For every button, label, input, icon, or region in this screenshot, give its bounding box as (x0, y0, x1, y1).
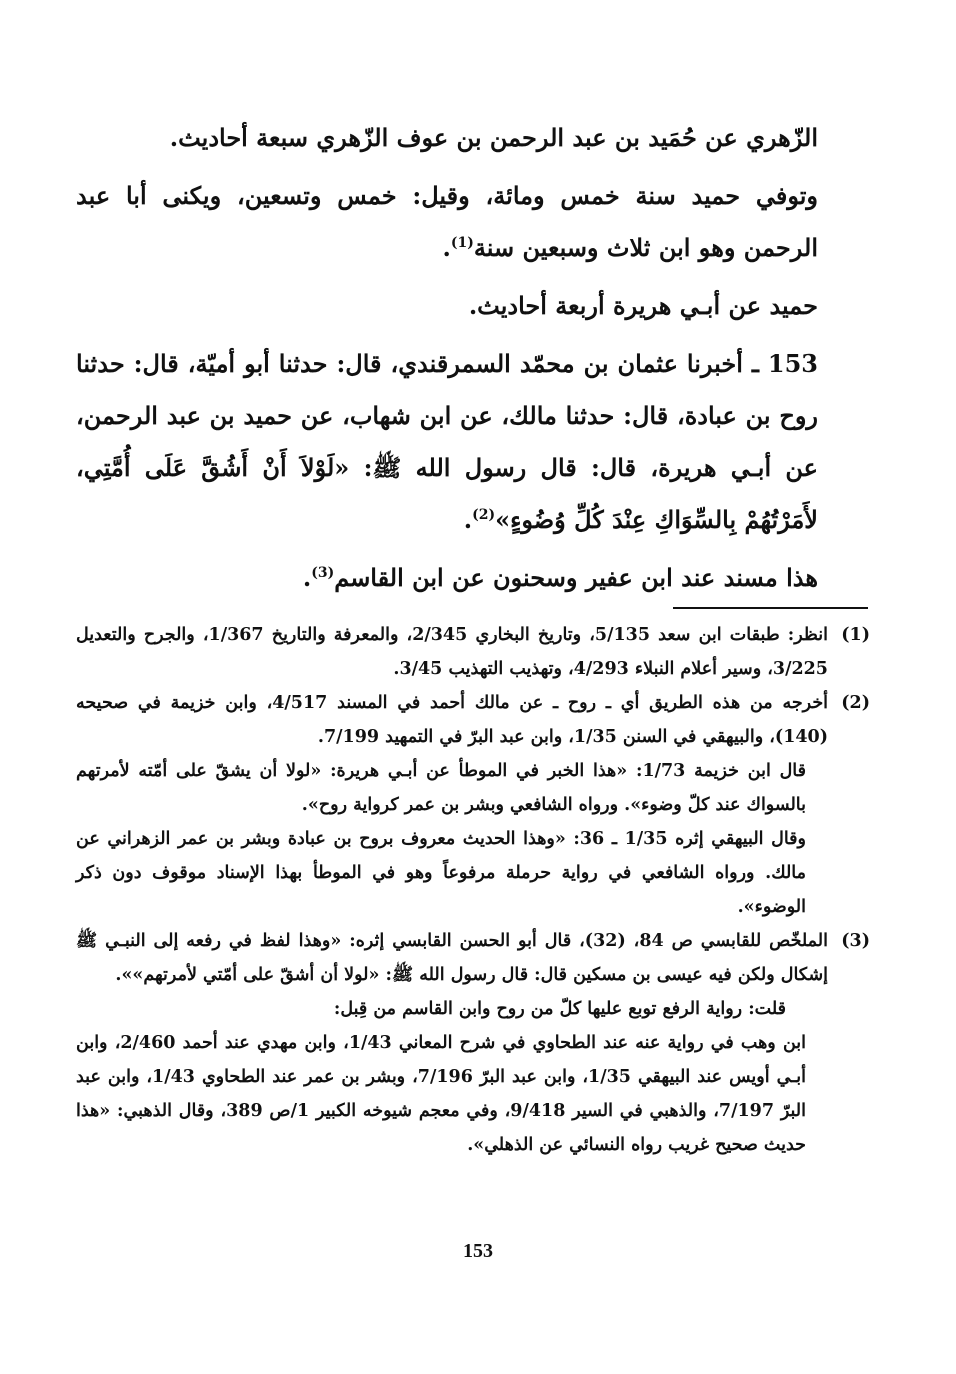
footnote-number: (3) (841, 931, 870, 951)
footnote-paragraph: الملخّص للقابسي ص 84، (32)، قال أبو الحسن القابسي إثره: «وهذا لفظ في رفعه إلى النبـي ﷺ إشكال ولكن فيه عيسى بن مسكين قال: قال رسول الله ﷺ: «لولا أن أشقّ على أمّتي لأمرتهم»». (76, 931, 828, 985)
paragraph-humaid-death (76, 170, 866, 274)
footnotes-section (76, 618, 870, 1162)
footnote-paragraph: انظر: طبقات ابن سعد 5/135، وتاريخ البخاري 2/345، والمعرفة والتاريخ 1/367، والجرح والتعديل 3/225، وسير أعلام النبلاء 4/293، وتهذيب التهذيب 3/45. (76, 625, 829, 679)
footnote-paragraph: ابن وهب في رواية عنه عند الطحاوي في شرح المعاني 1/43، وابن مهدي عند أحمد 2/460، وابن أبـي أويس عند البيهقي 1/35، وابن عبد البرّ 7/196، وبشر بن عمر عند الطحاوي 1/43، وابن عبد البرّ 7/197، والذهبي في السير 9/418، وفي معجم شيوخه الكبير 1/ص 389، وقال الذهبي: «هذا حديث صحيح غريب رواه النسائي عن الذهلي». (76, 1033, 807, 1155)
paragraph-humaid-abu-hurayra (76, 280, 866, 332)
footnote-paragraph: وقال البيهقي إثره 1/35 ـ 36: «وهذا الحديث معروف بروح بن عبادة وبشر بن عمر الزهراني عن مالك. ورواه الشافعي في رواية حرملة مرفوعاً وهو في الموطأ بهذا الإسناد موقوف دون ذكر الوضوء». (76, 829, 806, 917)
footnote-divider (673, 607, 868, 609)
footnote-number: (1) (841, 625, 870, 645)
paragraph-text: حميد عن أبـي هريرة أربعة أحاديث. (468, 291, 818, 320)
punctuation: . (302, 563, 312, 592)
main-text-block (76, 112, 866, 604)
punctuation: . (463, 505, 473, 534)
footnote-1 (76, 618, 870, 686)
paragraph-text: ـ أخبرنا عثمان بن محمّد السمرقندي، قال: حدثنا أبو أميّة، قال: حدثنا روح بن عبادة، قال: حدثنا مالك، عن ابن شهاب، عن حميد بن عبد الرحمن، عن أبـي هريرة، قال: قال رسول الله ﷺ: «لَوْلاَ أَنْ أَشُقَّ عَلَى أُمَّتِي، لأَمَرْتُهُمْ بِالسِّوَاكِ عِنْدَ كُلِّ وُضُوءٍ» (76, 349, 818, 534)
footnote-paragraph: أخرجه من هذه الطريق أي ـ روح ـ عن مالك أحمد في المسند 4/517، وابن خزيمة في صحيحه (140)، والبيهقي في السنن 1/35، وابن عبد البرّ في التمهيد 7/199. (76, 693, 828, 747)
footnote-body (76, 618, 828, 686)
footnote-body (76, 686, 828, 924)
hadith-number: 153 (767, 349, 818, 378)
footnote-ref: (2) (472, 507, 496, 523)
footnote-3 (76, 924, 870, 1162)
paragraph-text: وتوفي حميد سنة خمس ومائة، وقيل: خمس وتسعين، ويكنى أبا عبد الرحمن وهو ابن ثلاث وسبعين سنة (76, 181, 818, 262)
page-number: 153 (463, 1240, 493, 1262)
footnote-paragraph: قلت: رواية الرفع توبع عليها كلّ من روح وابن القاسم من قِبل: (333, 999, 786, 1019)
punctuation: . (442, 233, 451, 262)
footnote-number: (2) (841, 693, 870, 713)
paragraph-text: هذا مسند عند ابن عفير وسحنون عن ابن القاسم (334, 563, 818, 592)
paragraph-hadith-153 (76, 338, 866, 546)
paragraph-musnad-note (76, 552, 866, 604)
footnote-2 (76, 686, 870, 924)
paragraph-text: الزّهري عن حُمَيد بن عبد الرحمن بن عوف الزّهري سبعة أحاديث. (169, 123, 818, 152)
paragraph-zuhri-humaid (76, 112, 866, 164)
footnote-body (76, 924, 828, 1162)
footnote-ref: (3) (311, 565, 335, 581)
footnote-ref: (1) (450, 235, 474, 251)
footnote-paragraph: قال ابن خزيمة 1/73: «هذا الخبر في الموطأ عن أبـي هريرة: «لولا أن يشقّ على أمّته لأمرتهم بالسواك عند كلّ وضوء». ورواه الشافعي وبشر بن عمر كرواية روح». (76, 761, 807, 815)
